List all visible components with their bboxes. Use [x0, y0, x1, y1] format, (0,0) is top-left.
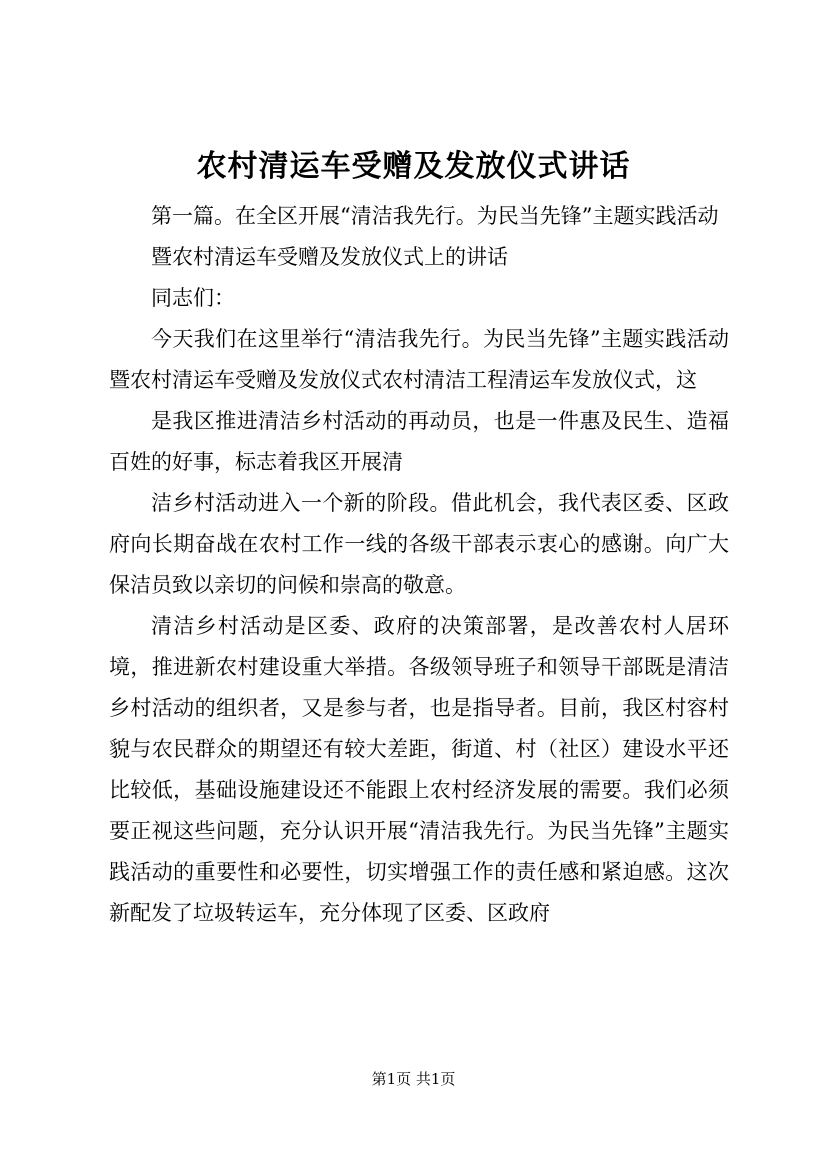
paragraph-salutation: 同志们：: [151, 286, 235, 310]
paragraph-body-1: 今天我们在这里举行“清洁我先行。为民当先锋”主题实践活动暨农村清运车受赠及发放仪式农村清洁工程清运车发放仪式，这: [109, 327, 729, 392]
page-number-footer: 第1页 共1页: [371, 1070, 456, 1088]
paragraph-heading-1: 第一篇。在全区开展“清洁我先行。为民当先锋”主题实践活动: [151, 204, 719, 228]
paragraph-body-3: 洁乡村活动进入一个新的阶段。借此机会，我代表区委、区政府向长期奋战在农村工作一线的各级干部表示衷心的感谢。向广大保洁员致以亲切的问候和崇高的敬意。: [109, 491, 729, 597]
paragraph-heading-2: 暨农村清运车受赠及发放仪式上的讲话: [151, 245, 508, 269]
paragraph-body-2: 是我区推进清洁乡村活动的再动员，也是一件惠及民生、造福百姓的好事，标志着我区开展清: [109, 409, 729, 474]
paragraph-body-4: 清洁乡村活动是区委、政府的决策部署，是改善农村人居环境，推进新农村建设重大举措。各级领导班子和领导干部既是清洁乡村活动的组织者，又是参与者，也是指导者。目前，我区村容村貌与农民群众的期望还有较大差距，街道、村（社区）建设水平还比较低，基础设施建设还不能跟上农村经济发展的需要。我们必须要正视这些问题，充分认识开展“清洁我先行。为民当先锋”主题实践活动的重要性和必要性，切实增强工作的责任感和紧迫感。这次新配发了垃圾转运车，充分体现了区委、区政府: [109, 614, 729, 925]
document-body: [109, 196, 729, 934]
document-title: 农村清运车受赠及发放仪式讲话: [196, 149, 631, 184]
